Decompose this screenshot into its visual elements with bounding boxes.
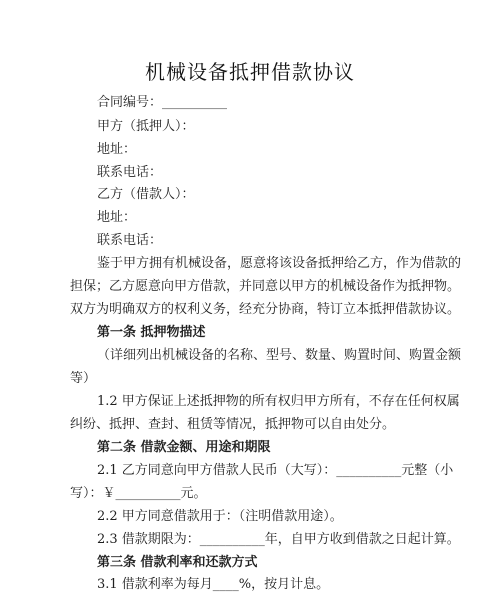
article-1-line: 纠纷、抵押、查封、租赁等情况，抵押物可以自由处分。	[70, 417, 396, 432]
article-1-line: 等）	[70, 371, 97, 386]
article-3-heading: 第三条 借款利率和还款方式	[97, 555, 258, 570]
party-a-label: 甲方（抵押人）：	[97, 119, 195, 134]
preamble-line: 双方为明确双方的权利义务，经充分协商，特订立本抵押借款协议。	[70, 302, 461, 317]
contract-number-field: 合同编号：__________	[97, 95, 228, 110]
article-1-line: （详细列出机械设备的名称、型号、数量、购置时间、购置金额	[97, 348, 462, 363]
article-1-heading: 第一条 抵押物描述	[97, 325, 206, 340]
preamble-line: 担保；乙方愿意向甲方借款，并同意以甲方的机械设备作为抵押物。	[70, 279, 461, 294]
document-title: 机械设备抵押借款协议	[145, 60, 355, 84]
article-1-line: 1.2 甲方保证上述抵押物的所有权归甲方所有，不存在任何权属	[97, 394, 460, 409]
article-2-heading: 第二条 借款金额、用途和期限	[97, 440, 271, 455]
party-a-phone-label: 联系电话：	[97, 165, 163, 180]
article-2-line: 2.2 甲方同意借款用于：（注明借款用途）。	[97, 509, 343, 524]
article-2-line: 2.1 乙方同意向甲方借款人民币（大写）：__________元整（小	[97, 463, 454, 478]
party-b-phone-label: 联系电话：	[97, 233, 163, 248]
article-2-line: 2.3 借款期限为：__________年，自甲方收到借款之日起计算。	[97, 532, 460, 547]
preamble-line: 鉴于甲方拥有机械设备，愿意将该设备抵押给乙方，作为借款的	[97, 256, 462, 271]
article-3-line: 3.1 借款利率为每月____%，按月计息。	[97, 577, 330, 592]
article-2-line: 写）：￥__________元。	[70, 486, 207, 501]
party-b-label: 乙方（借款人）：	[97, 187, 195, 202]
party-a-address-label: 地址：	[97, 142, 137, 157]
party-b-address-label: 地址：	[97, 210, 137, 225]
